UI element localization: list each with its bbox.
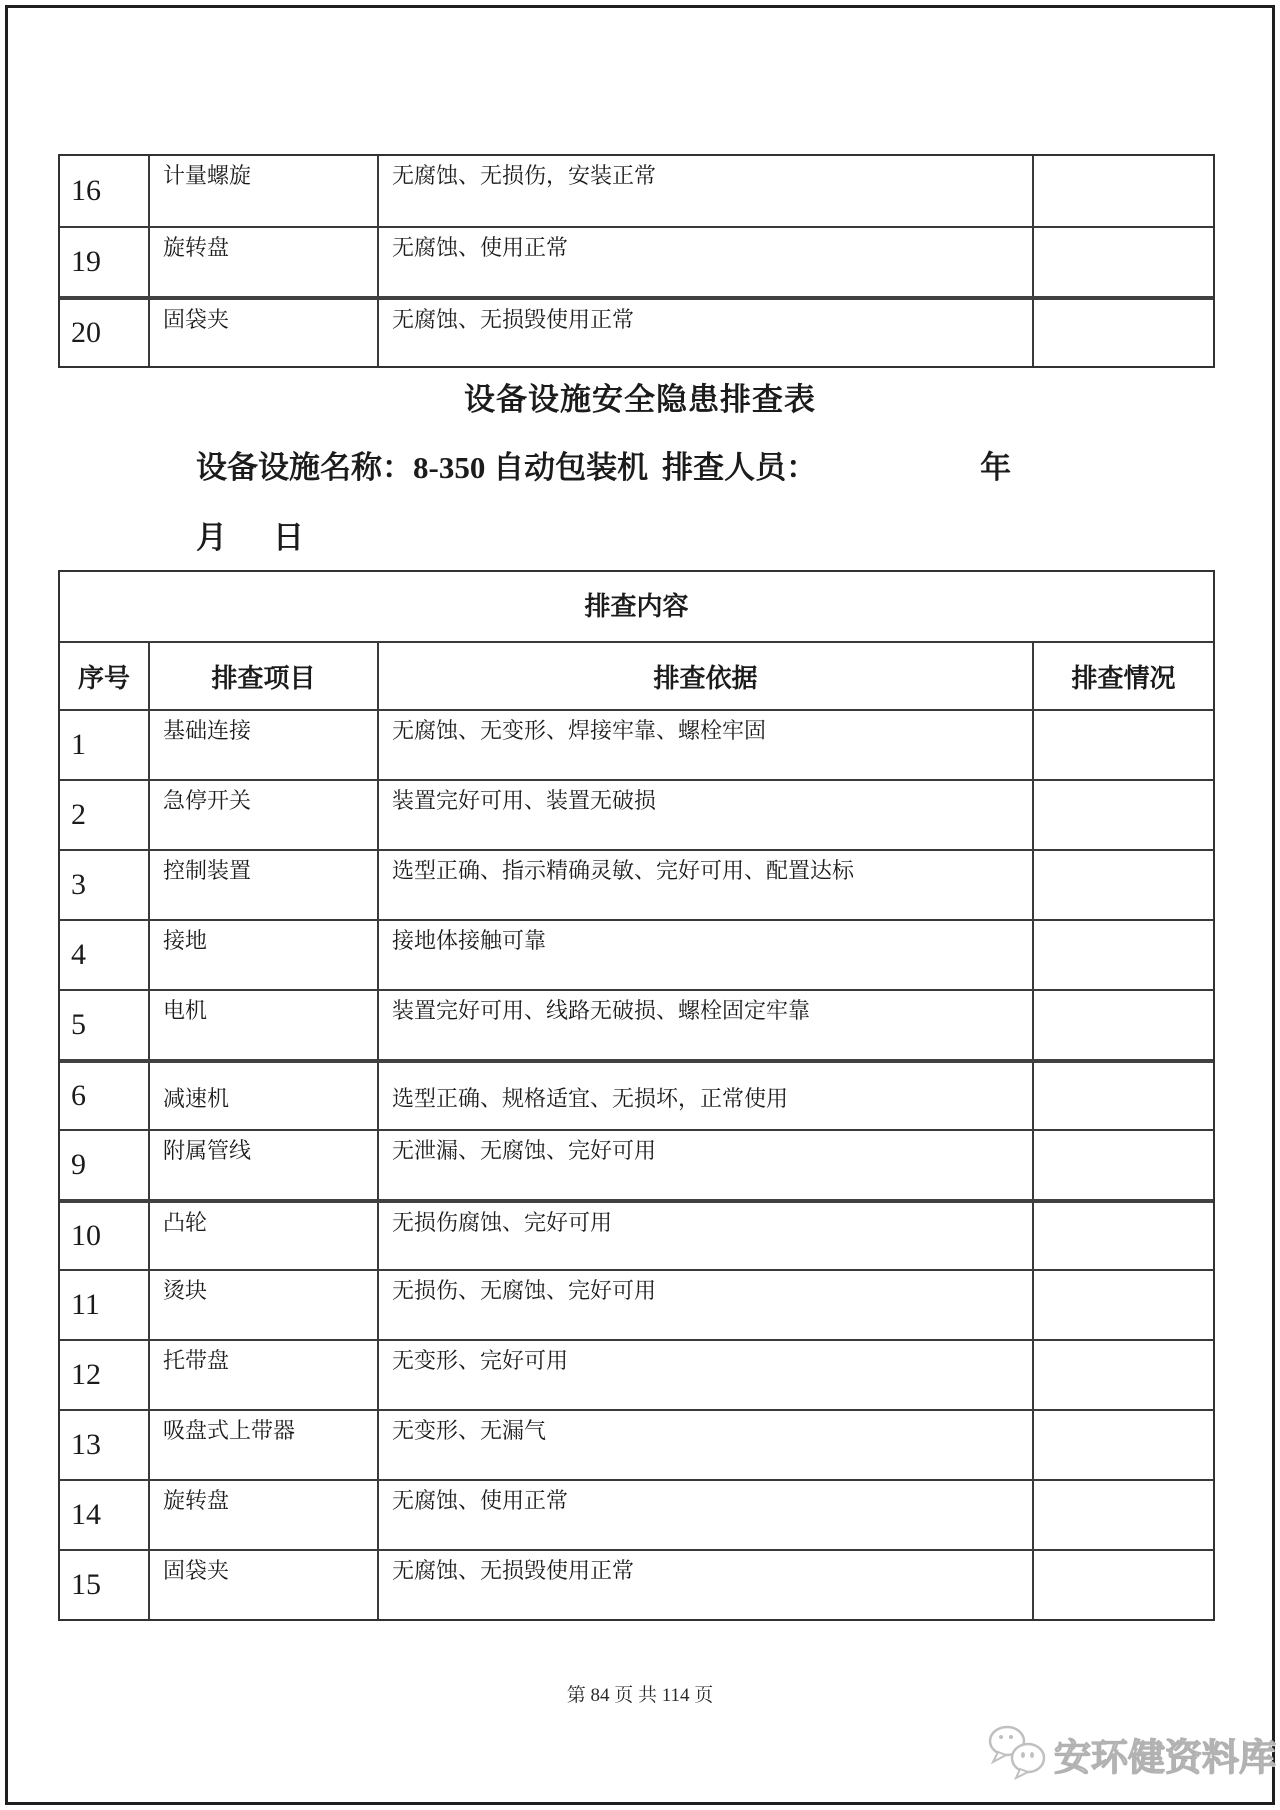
table-row — [60, 1129, 1213, 1199]
item-cell: 附属管线 — [150, 1131, 379, 1199]
item-cell: 托带盘 — [150, 1341, 379, 1409]
form-title: 设备设施安全隐患排查表 — [464, 382, 816, 417]
row-number-cell: 3 — [60, 851, 150, 919]
status-cell — [1034, 711, 1213, 779]
status-cell — [1034, 851, 1213, 919]
basis-cell: 无损伤腐蚀、完好可用 — [379, 1203, 1034, 1269]
item-cell: 固袋夹 — [150, 1551, 379, 1619]
row-number-cell: 14 — [60, 1481, 150, 1549]
item-cell: 控制装置 — [150, 851, 379, 919]
basis-cell: 选型正确、规格适宜、无损坏，正常使用 — [379, 1063, 1034, 1129]
table-row — [60, 779, 1213, 849]
column-header-basis: 排查依据 — [379, 643, 1034, 709]
wechat-icon — [986, 1722, 1050, 1785]
row-number-cell: 12 — [60, 1341, 150, 1409]
row-number-cell: 5 — [60, 991, 150, 1059]
watermark — [986, 1722, 1276, 1785]
basis-cell: 无腐蚀、使用正常 — [379, 228, 1034, 296]
form-meta-line — [196, 442, 1011, 487]
item-cell: 急停开关 — [150, 781, 379, 849]
row-number-cell: 1 — [60, 711, 150, 779]
item-cell: 基础连接 — [150, 711, 379, 779]
status-cell — [1034, 228, 1213, 296]
row-number-cell: 6 — [60, 1063, 150, 1129]
table-row — [60, 1199, 1213, 1269]
basis-cell: 无腐蚀、无损伤，安装正常 — [379, 156, 1034, 226]
row-number-cell: 9 — [60, 1131, 150, 1199]
basis-cell: 无变形、完好可用 — [379, 1341, 1034, 1409]
table-row — [60, 226, 1213, 296]
basis-cell: 装置完好可用、线路无破损、螺栓固定牢靠 — [379, 991, 1034, 1059]
table-row — [60, 1479, 1213, 1549]
month-label: 月 — [196, 520, 227, 555]
day-label: 日 — [273, 520, 304, 555]
table-row — [60, 709, 1213, 779]
page-number: 第 84 页 共 114 页 — [566, 1685, 714, 1706]
table-row — [60, 1059, 1213, 1129]
status-cell — [1034, 1131, 1213, 1199]
basis-cell: 无损伤、无腐蚀、完好可用 — [379, 1271, 1034, 1339]
item-cell: 旋转盘 — [150, 1481, 379, 1549]
status-cell — [1034, 1203, 1213, 1269]
form-meta-line2 — [196, 512, 304, 557]
table-row — [60, 296, 1213, 366]
basis-cell: 无腐蚀、无损毁使用正常 — [379, 1551, 1034, 1619]
row-number-cell: 10 — [60, 1203, 150, 1269]
inspector-label: 排查人员： — [662, 450, 818, 485]
status-cell — [1034, 1341, 1213, 1409]
item-cell: 电机 — [150, 991, 379, 1059]
status-cell — [1034, 1411, 1213, 1479]
table-row — [60, 1409, 1213, 1479]
column-header-no: 序号 — [60, 643, 150, 709]
row-number-cell: 15 — [60, 1551, 150, 1619]
item-cell: 旋转盘 — [150, 228, 379, 296]
status-cell — [1034, 1063, 1213, 1129]
basis-cell: 装置完好可用、装置无破损 — [379, 781, 1034, 849]
item-cell: 凸轮 — [150, 1203, 379, 1269]
table-row — [60, 1549, 1213, 1619]
inspection-table — [58, 570, 1215, 1621]
status-cell — [1034, 1481, 1213, 1549]
basis-cell: 接地体接触可靠 — [379, 921, 1034, 989]
status-cell — [1034, 300, 1213, 366]
watermark-text: 安环健资料库 — [1054, 1737, 1276, 1779]
row-number-cell: 11 — [60, 1271, 150, 1339]
column-header-item: 排查项目 — [150, 643, 379, 709]
basis-cell: 无腐蚀、使用正常 — [379, 1481, 1034, 1549]
status-cell — [1034, 1271, 1213, 1339]
row-number-cell: 2 — [60, 781, 150, 849]
table-row — [60, 849, 1213, 919]
basis-cell: 选型正确、指示精确灵敏、完好可用、配置达标 — [379, 851, 1034, 919]
row-number-cell: 19 — [60, 228, 150, 296]
row-number-cell: 13 — [60, 1411, 150, 1479]
item-cell: 减速机 — [150, 1063, 379, 1129]
table-row — [60, 1339, 1213, 1409]
basis-cell: 无泄漏、无腐蚀、完好可用 — [379, 1131, 1034, 1199]
status-cell — [1034, 921, 1213, 989]
status-cell — [1034, 156, 1213, 226]
table-row — [60, 919, 1213, 989]
status-cell — [1034, 991, 1213, 1059]
continuation-table — [58, 154, 1215, 368]
status-cell — [1034, 1551, 1213, 1619]
status-cell — [1034, 781, 1213, 849]
item-cell: 计量螺旋 — [150, 156, 379, 226]
basis-cell: 无腐蚀、无损毁使用正常 — [379, 300, 1034, 366]
column-header-status: 排查情况 — [1071, 663, 1176, 693]
item-cell: 固袋夹 — [150, 300, 379, 366]
row-number-cell: 16 — [60, 156, 150, 226]
section-header: 排查内容 — [584, 592, 689, 621]
item-cell: 接地 — [150, 921, 379, 989]
item-cell: 吸盘式上带器 — [150, 1411, 379, 1479]
device-name-value: 8-350 自动包装机 — [413, 450, 649, 485]
row-number-cell: 20 — [60, 300, 150, 366]
device-name-label: 设备设施名称： — [196, 450, 413, 485]
table-row — [60, 989, 1213, 1059]
table-row — [60, 1269, 1213, 1339]
row-number-cell: 4 — [60, 921, 150, 989]
column-header-row — [60, 641, 1213, 709]
year-label: 年 — [980, 450, 1012, 485]
basis-cell: 无变形、无漏气 — [379, 1411, 1034, 1479]
item-cell: 烫块 — [150, 1271, 379, 1339]
table-row — [60, 156, 1213, 226]
basis-cell: 无腐蚀、无变形、焊接牢靠、螺栓牢固 — [379, 711, 1034, 779]
